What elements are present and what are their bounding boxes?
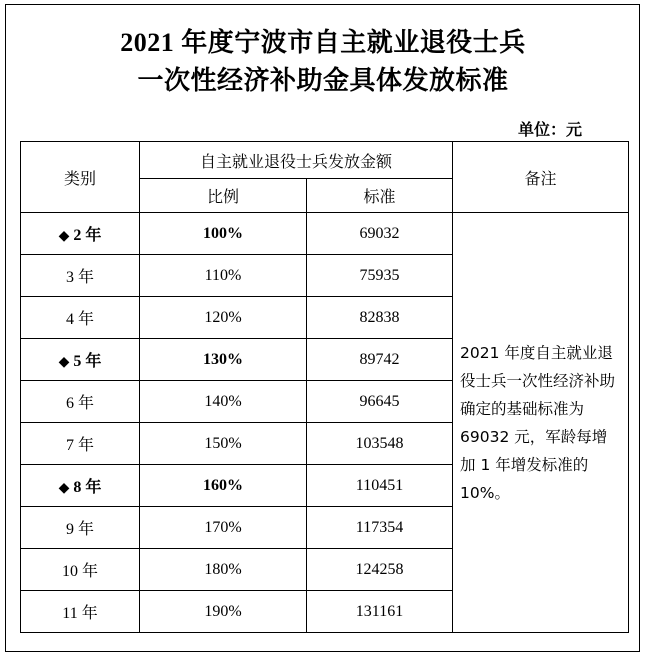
category-label: 8 年 bbox=[73, 479, 102, 496]
category-cell bbox=[21, 591, 140, 633]
standard-cell: 96645 bbox=[307, 381, 453, 423]
header-amount-group: 自主就业退役士兵发放金额 bbox=[140, 142, 453, 179]
standard-cell: 82838 bbox=[307, 297, 453, 339]
category-cell bbox=[21, 549, 140, 591]
title-line-1: 2021 年度宁波市自主就业退役士兵 bbox=[120, 28, 526, 57]
diamond-marker-icon: ◆ bbox=[58, 480, 70, 496]
category-label: 11 年 bbox=[62, 605, 98, 622]
diamond-marker-icon: ◆ bbox=[58, 228, 70, 244]
standard-cell: 103548 bbox=[307, 423, 453, 465]
category-cell bbox=[21, 381, 140, 423]
ratio-cell: 100% bbox=[140, 213, 307, 255]
header-category: 类别 bbox=[21, 142, 140, 213]
unit-label: 单位：元 bbox=[518, 122, 583, 139]
standard-cell: 69032 bbox=[307, 213, 453, 255]
standard-cell: 124258 bbox=[307, 549, 453, 591]
category-cell bbox=[21, 339, 140, 381]
category-label: 7 年 bbox=[65, 437, 94, 454]
allowance-table bbox=[20, 141, 629, 633]
category-cell bbox=[21, 465, 140, 507]
standard-cell: 75935 bbox=[307, 255, 453, 297]
title-line-2: 一次性经济补助金具体发放标准 bbox=[137, 66, 509, 95]
ratio-cell: 180% bbox=[140, 549, 307, 591]
ratio-cell: 170% bbox=[140, 507, 307, 549]
ratio-cell: 140% bbox=[140, 381, 307, 423]
ratio-cell: 120% bbox=[140, 297, 307, 339]
category-label: 5 年 bbox=[73, 353, 102, 370]
table-row bbox=[21, 213, 629, 255]
category-cell bbox=[21, 297, 140, 339]
category-label: 2 年 bbox=[73, 227, 102, 244]
remarks-cell: 2021 年度自主就业退役士兵一次性经济补助确定的基础标准为 69032 元，军龄每增加 1 年增发标准的 10%。 bbox=[453, 213, 629, 633]
header-ratio: 比例 bbox=[140, 179, 307, 213]
standard-cell: 131161 bbox=[307, 591, 453, 633]
category-label: 3 年 bbox=[65, 269, 94, 286]
category-cell bbox=[21, 507, 140, 549]
category-cell bbox=[21, 255, 140, 297]
ratio-cell: 130% bbox=[140, 339, 307, 381]
header-standard: 标准 bbox=[307, 179, 453, 213]
ratio-cell: 190% bbox=[140, 591, 307, 633]
standard-cell: 117354 bbox=[307, 507, 453, 549]
category-label: 10 年 bbox=[61, 563, 98, 580]
category-cell bbox=[21, 423, 140, 465]
standard-cell: 110451 bbox=[307, 465, 453, 507]
ratio-cell: 160% bbox=[140, 465, 307, 507]
header-remarks: 备注 bbox=[453, 142, 629, 213]
diamond-marker-icon: ◆ bbox=[58, 354, 70, 370]
category-cell bbox=[21, 213, 140, 255]
ratio-cell: 110% bbox=[140, 255, 307, 297]
category-label: 6 年 bbox=[65, 395, 94, 412]
ratio-cell: 150% bbox=[140, 423, 307, 465]
standard-cell: 89742 bbox=[307, 339, 453, 381]
category-label: 4 年 bbox=[65, 311, 94, 328]
category-label: 9 年 bbox=[65, 521, 94, 538]
